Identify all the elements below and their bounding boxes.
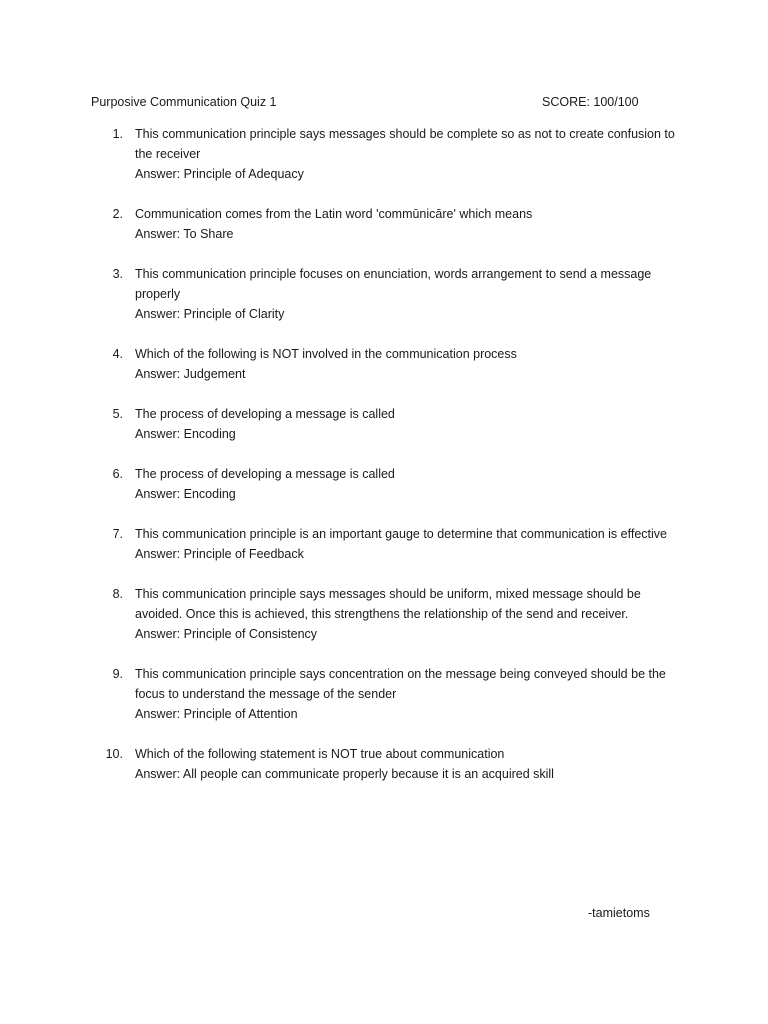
question-item xyxy=(91,404,681,444)
question-number: 3. xyxy=(112,267,123,281)
answer-text: Answer: Principle of Adequacy xyxy=(135,167,304,181)
question-number: 1. xyxy=(112,127,123,141)
question-item xyxy=(91,524,681,564)
question-text: Communication comes from the Latin word 'commūnicāre' which means xyxy=(135,207,533,221)
question-text: The process of developing a message is called xyxy=(135,467,395,481)
question-number: 10. xyxy=(105,747,123,761)
question-item xyxy=(91,664,681,724)
answer-text: Answer: Principle of Consistency xyxy=(135,627,318,641)
question-text: Which of the following statement is NOT true about communication xyxy=(135,747,505,761)
question-number: 6. xyxy=(112,467,123,481)
question-item xyxy=(91,204,681,244)
answer-text: Answer: Encoding xyxy=(135,487,236,501)
question-number: 2. xyxy=(112,207,123,221)
quiz-title: Purposive Communication Quiz 1 xyxy=(91,95,277,109)
answer-text: Answer: Judgement xyxy=(135,367,246,381)
question-text: This communication principle focuses on enunciation, words arrangement to send a message properly xyxy=(135,267,652,301)
question-item xyxy=(91,264,681,324)
question-number: 9. xyxy=(112,667,123,681)
question-text: The process of developing a message is called xyxy=(135,407,395,421)
answer-text: Answer: Principle of Clarity xyxy=(135,307,285,321)
document-header xyxy=(91,92,651,112)
answer-text: Answer: Encoding xyxy=(135,427,236,441)
question-text: This communication principle is an important gauge to determine that communication is effective xyxy=(135,527,667,541)
question-text: This communication principle says concentration on the message being conveyed should be the focus to understand the message of the sender xyxy=(135,667,666,701)
answer-text: Answer: Principle of Feedback xyxy=(135,547,304,561)
question-number: 7. xyxy=(112,527,123,541)
question-text: Which of the following is NOT involved in the communication process xyxy=(135,347,517,361)
question-item xyxy=(91,584,681,644)
question-number: 4. xyxy=(112,347,123,361)
answer-text: Answer: All people can communicate properly because it is an acquired skill xyxy=(135,767,554,781)
question-item xyxy=(91,124,681,184)
question-item xyxy=(91,464,681,504)
question-item xyxy=(91,744,681,784)
question-number: 8. xyxy=(112,587,123,601)
answer-text: Answer: To Share xyxy=(135,227,234,241)
question-item xyxy=(91,344,681,384)
question-number: 5. xyxy=(112,407,123,421)
question-text: This communication principle says messages should be uniform, mixed message should be avoided. Once this is achieved, this strengthens the relationship of the send and receiver. xyxy=(135,587,641,621)
answer-text: Answer: Principle of Attention xyxy=(135,707,298,721)
question-list xyxy=(91,124,681,804)
score-label: SCORE: 100/100 xyxy=(542,95,639,109)
author-signature: -tamietoms xyxy=(588,906,650,920)
question-text: This communication principle says messages should be complete so as not to create confusion to the receiver xyxy=(135,127,675,161)
